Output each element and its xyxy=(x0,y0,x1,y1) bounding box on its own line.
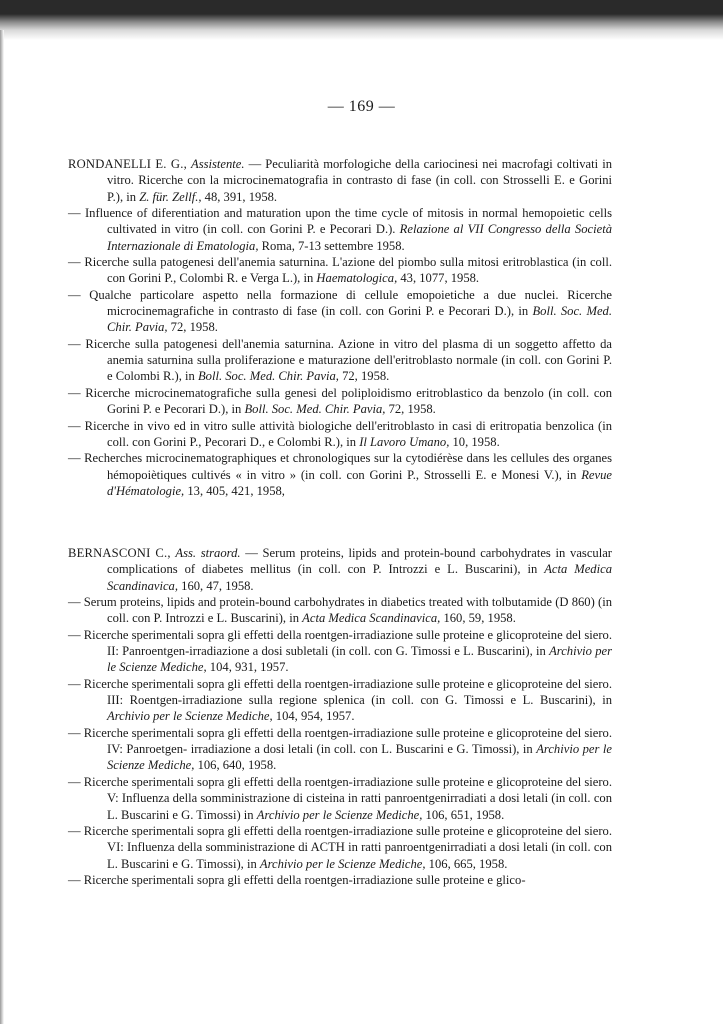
entry-citation: 104, 954, 1957. xyxy=(272,709,355,724)
bibliography-entry xyxy=(68,205,612,254)
journal-title: Acta Medica Scandinavica, xyxy=(107,562,612,593)
journal-title: Revue d'Hématologie, xyxy=(107,467,612,498)
entry-text: — Ricerche sperimentali sopra gli effetti della roentgen-irradiazione sulle proteine e glico- xyxy=(68,872,526,887)
author-role: Ass. straord. xyxy=(175,546,241,560)
entry-text: — Ricerche sperimentali sopra gli effetti della roentgen-irradiazione sulle proteine e glicoproteine del siero. V: Influenza della somministrazione di cisteina in ratti panroentgenirradiati a dosi letali (in coll. con L. Buscarini e G. Timossi) in xyxy=(68,774,612,822)
bibliography-entry xyxy=(68,287,612,336)
author-name: BERNASCONI C., xyxy=(68,546,171,560)
journal-title: Archivio per le Scienze Mediche, xyxy=(107,709,273,724)
journal-title: Archivio per le Scienze Mediche, xyxy=(256,807,423,822)
entry-citation: 160, 59, 1958. xyxy=(440,611,516,626)
bibliography-entry xyxy=(68,418,612,451)
bibliography-entry xyxy=(68,594,612,627)
entry-citation: 72, 1958. xyxy=(167,320,218,335)
author-name: RONDANELLI E. G., xyxy=(68,157,187,171)
entry-citation: 43, 1077, 1958. xyxy=(397,271,480,286)
journal-title: Boll. Soc. Med. Chir. Pavia, xyxy=(107,304,612,335)
entry-text: — Peculiarità morfologiche della cariocinesi nei macrofagi coltivati in vitro. Ricerche con la microcinematografia in contrasto di fase (in coll. con Strosselli E. e Gorini P.), in xyxy=(107,157,613,204)
scan-left-edge xyxy=(0,30,4,1024)
journal-title: Archivio per le Scienze Mediche, xyxy=(107,742,612,773)
entry-citation: 13, 405, 421, 1958, xyxy=(184,483,285,498)
entry-text: — Serum proteins, lipids and protein-bound carbohydrates in diabetics treated with tolbutamide (D 860) (in coll. con P. Introzzi e L. Buscarini), in xyxy=(68,595,612,626)
journal-title: Relazione al VII Congresso della Società Internazionale di Ematologia, xyxy=(107,222,612,253)
bibliography-entry xyxy=(68,545,612,594)
page-number: — 169 — xyxy=(327,98,396,115)
entry-citation: Roma, 7-13 settembre 1958. xyxy=(258,238,405,253)
author-role: Assistente. xyxy=(191,157,245,171)
bibliography-entry xyxy=(68,725,612,774)
bibliography-entry xyxy=(68,872,612,888)
bibliography-entry xyxy=(68,450,612,499)
journal-title: Il Lavoro Umano, xyxy=(359,434,450,449)
entry-text: — Ricerche sperimentali sopra gli effetti della roentgen-irradiazione sulle proteine e glicoproteine del siero. VI: Influenza della somministrazione di ACTH in ratti panroentgenirradiati a dosi letali (in coll. con L. Buscarini e G. Timossi), in xyxy=(68,823,612,871)
entry-text: — Ricerche microcinematografiche sulla genesi del poliploidismo eritroblastico da benzolo (in coll. con Gorini P. e Pecorari D.), in xyxy=(68,385,612,417)
bibliography-entry xyxy=(68,676,612,725)
entry-citation: 10, 1958. xyxy=(449,434,500,449)
bibliography-entry xyxy=(68,627,612,676)
journal-title: Acta Medica Scandinavica, xyxy=(302,611,441,626)
entry-citation: 48, 391, 1958. xyxy=(201,189,278,204)
entry-text: — Influence of diferentiation and maturation upon the time cycle of mitosis in normal hemopoietic cells cultivated in vitro (in coll. con Gorini P. e Pecorari D.). xyxy=(68,206,612,237)
bibliography-entry xyxy=(68,385,612,418)
journal-title: Boll. Soc. Med. Chir. Pavia, xyxy=(244,402,386,417)
section-bernasconi xyxy=(68,545,612,888)
entry-text: — Ricerche sperimentali sopra gli effetti della roentgen-irradiazione sulle proteine e glicoproteine del siero. IV: Panroetgen- irradiazione a dosi letali (in coll. con L. Buscarini e G. Timossi), in xyxy=(68,725,612,757)
entry-citation: 104, 931, 1957. xyxy=(206,660,289,675)
entry-text: — Ricerche sperimentali sopra gli effetti della roentgen-irradiazione sulle proteine e glicoproteine del siero. III: Roentgen-irradiazione sulla regione splenica (in coll. con G. Timossi e L. Buscarini), in xyxy=(68,676,612,708)
journal-title: Z. für. Zellf., xyxy=(139,189,202,204)
bibliography-entry xyxy=(68,336,612,385)
entry-citation: 160, 47, 1958. xyxy=(178,578,254,593)
entry-citation: 106, 651, 1958. xyxy=(422,807,505,822)
entry-text: — Ricerche sulla patogenesi dell'anemia saturnina. L'azione del piombo sulla mitosi eritroblastica (in coll. con Gorini P., Colombi R. e Verga L.), in xyxy=(68,255,612,286)
entry-citation: 72, 1958. xyxy=(338,369,390,384)
journal-title: Archivio per le Scienze Mediche, xyxy=(107,644,612,675)
entry-text: — Serum proteins, lipids and protein-bound carbohydrates in vascular complications of diabetes mellitus (in coll. con P. Introzzi e L. Buscarini), in xyxy=(107,546,612,577)
entry-text: — Qualche particolare aspetto nella formazione di cellule emopoietiche a due nuclei. Ricerche microcinemagrafiche in contrasto di fase (in coll. con Gorini P. e Pecorari D.), in xyxy=(68,287,612,319)
bibliography-entry xyxy=(68,774,612,823)
journal-title: Boll. Soc. Med. Chir. Pavia, xyxy=(197,369,339,384)
journal-title: Archivio per le Scienze Mediche, xyxy=(259,856,426,871)
bibliography-entry xyxy=(68,254,612,287)
entry-citation: 106, 640, 1958. xyxy=(194,758,277,773)
entry-citation: 106, 665, 1958. xyxy=(425,856,508,871)
bibliography-entry xyxy=(68,156,612,205)
scan-edge-shadow xyxy=(0,0,723,40)
entry-text: — Ricerche in vivo ed in vitro sulle attività biologiche dell'eritroblasto in casi di eritropatia benzolica (in coll. con Gorini P., Pecorari D., e Colombi R.), in xyxy=(68,418,612,449)
journal-title: Haematologica, xyxy=(316,271,398,286)
entry-text: — Ricerche sperimentali sopra gli effetti della roentgen-irradiazione sulle proteine e glicoproteine del siero. II: Panroentgen-irradiazione a dosi subletali (in coll. con G. Timossi e L. Buscarini), in xyxy=(68,627,612,659)
entry-citation: 72, 1958. xyxy=(385,402,436,417)
entry-text: — Recherches microcinematographiques et chronologiques sur la cytodiérèse dans les cellules des organes hémopoiètiques cultivés « in vitro » (in coll. con Gorini P., Strosselli E. e Monesi V.), in xyxy=(68,451,612,482)
entry-text: — Ricerche sulla patogenesi dell'anemia saturnina. Azione in vitro del plasma di un soggetto affetto da anemia saturnina sulla proliferazione e maturazione dell'eritroblasto normale (in coll. con Gorini P. e Colombi R.), in xyxy=(68,336,612,384)
section-rondanelli xyxy=(68,156,612,499)
bibliography-entry xyxy=(68,823,612,872)
